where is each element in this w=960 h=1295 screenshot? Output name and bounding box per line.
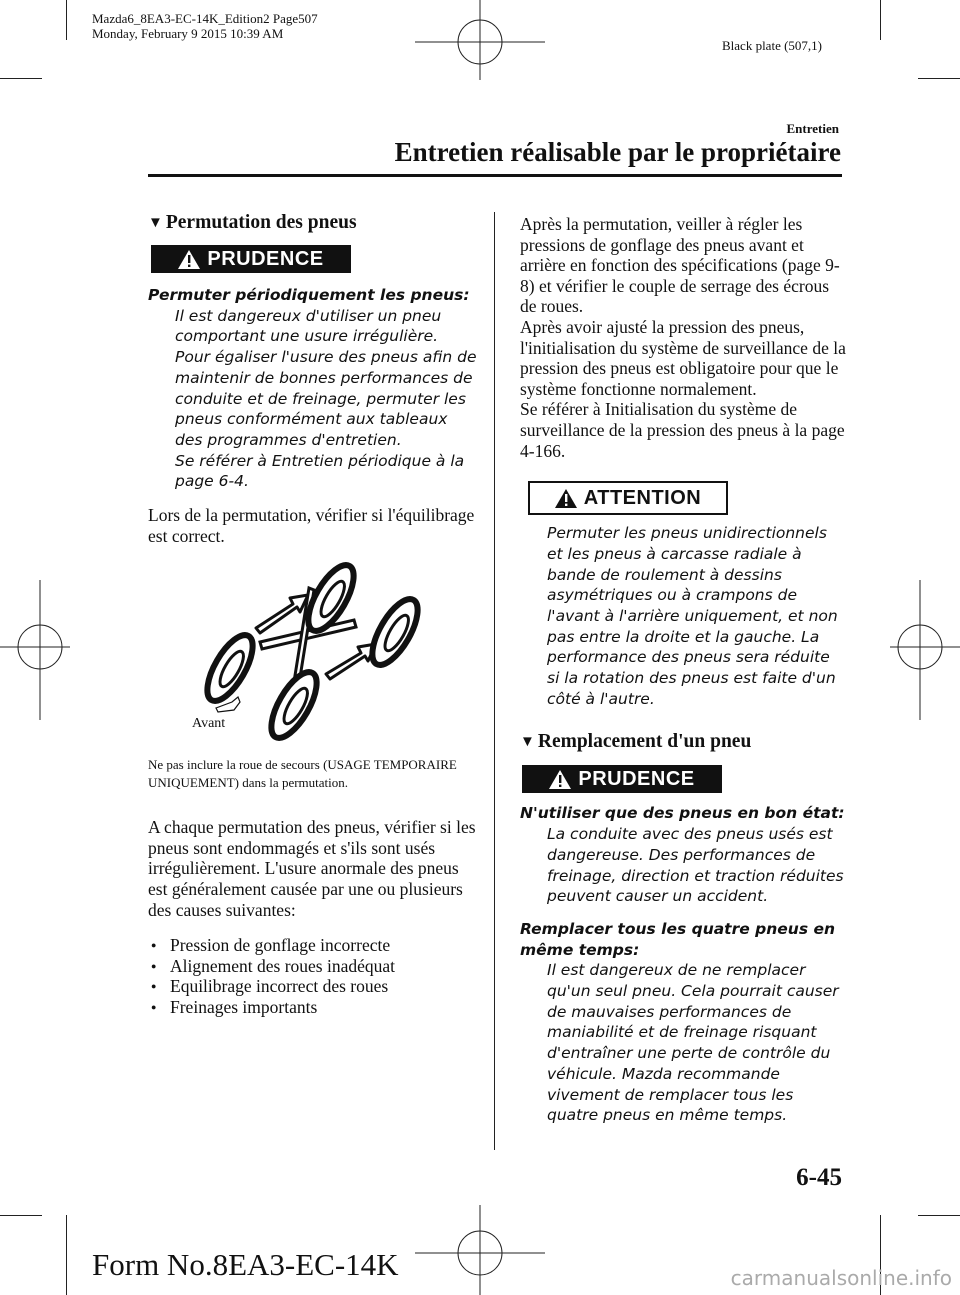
warning-icon bbox=[549, 770, 571, 789]
form-number: Form No.8EA3-EC-14K bbox=[92, 1247, 399, 1282]
figure-caption: Ne pas inclure la roue de secours (USAGE TEMPORAIRE UNIQUEMENT) dans la permutation. bbox=[148, 757, 457, 791]
body-paragraph: Après avoir ajusté la pression des pneus, l'initialisation du système de surveillance de la pression des pneus est obligatoire pour que le système fonctionne normalement. bbox=[520, 316, 846, 399]
print-meta-line2: Monday, February 9 2015 10:39 AM bbox=[92, 26, 284, 41]
list-item: ● Pression de gonflage incorrecte bbox=[148, 935, 478, 956]
crop-mark bbox=[0, 1215, 42, 1216]
registration-mark-right-icon bbox=[890, 580, 960, 720]
triangle-down-icon: ▼ bbox=[148, 215, 163, 231]
crop-mark bbox=[880, 0, 881, 40]
registration-mark-bottom-icon bbox=[415, 1205, 545, 1295]
caution-text: Il est dangereux d'utiliser un pneu comportant une usure irrégulière. Pour égaliser l'usure des pneus afin de maintenir de bonnes performances de conduite et de freinage, permuter les pneus conformément aux tableaux des programmes d'entretien. bbox=[175, 306, 477, 449]
warning-icon bbox=[555, 489, 577, 508]
list-item: ● Equilibrage incorrect des roues bbox=[148, 976, 478, 997]
warning-icon bbox=[178, 250, 200, 269]
front-label: Avant bbox=[192, 716, 226, 732]
crop-mark bbox=[918, 1215, 960, 1216]
prudence-label: PRUDENCE bbox=[578, 767, 695, 790]
prudence-badge bbox=[151, 245, 351, 273]
body-paragraph: Lors de la permutation, vérifier si l'équilibrage est correct. bbox=[148, 505, 475, 546]
caution-text: Il est dangereux de ne remplacer qu'un seul pneu. Cela pourrait causer de mauvaises performances de maniabilité et de freinage risquant d'entraîner une perte de contrôle du véhicule. Mazda recommande vivement de remplacer tous les quatre pneus en même temps. bbox=[547, 961, 839, 1125]
watermark: carmanualsonline.info bbox=[730, 1266, 952, 1290]
caution-ref: Se référer à Entretien périodique à la page 6-4. bbox=[175, 451, 465, 491]
list-item: ● Alignement des roues inadéquat bbox=[148, 956, 478, 977]
caution-text: La conduite avec des pneus usés est dangereuse. Des performances de freinage, direction et traction réduites peuvent causer un accident. bbox=[547, 825, 844, 906]
body-paragraph: Après la permutation, veiller à régler les pressions de gonflage des pneus avant et arrière en fonction des spécifications (page 9-8) et vérifier le couple de serrage des écrous de roues. bbox=[520, 214, 840, 317]
crop-mark bbox=[918, 78, 960, 79]
registration-mark-top-icon bbox=[415, 0, 545, 80]
header-rule bbox=[148, 174, 842, 177]
body-paragraph: Se référer à Initialisation du système de surveillance de la pression des pneus à la page 4-166. bbox=[520, 399, 845, 461]
crop-mark bbox=[66, 0, 67, 40]
list-item: ● Freinages importants bbox=[148, 997, 478, 1018]
attention-text: Permuter les pneus unidirectionnels et les pneus à carcasse radiale à bande de roulement à dessins asymétriques ou à crampons de l'avant à l'arrière uniquement, et non pas entre la droite et la gauche. La performance des pneus sera réduite si la rotation des pneus est faite d'un côté à l'autre. bbox=[547, 524, 838, 708]
chapter-label: Entretien bbox=[786, 121, 839, 136]
caution-block bbox=[520, 803, 846, 907]
tire-rotation-figure bbox=[148, 550, 478, 748]
column-divider bbox=[494, 212, 495, 1150]
caution-lead: Permuter périodiquement les pneus: bbox=[148, 286, 470, 304]
prudence-label: PRUDENCE bbox=[207, 247, 324, 270]
causes-list bbox=[148, 935, 478, 1017]
page-number: 6-45 bbox=[796, 1164, 842, 1191]
section-heading: ▼ Remplacement d'un pneu bbox=[520, 731, 752, 753]
body-paragraph: A chaque permutation des pneus, vérifier si les pneus sont endommagés et s'ils sont usés irrégulièrement. L'usure anormale des pneus est généralement causée par une ou plusieurs des causes suivantes: bbox=[148, 817, 476, 920]
crop-mark bbox=[66, 1215, 67, 1295]
attention-badge bbox=[528, 481, 728, 515]
caution-lead: Remplacer tous les quatre pneus en même temps: bbox=[520, 919, 835, 959]
print-meta-line1: Mazda6_8EA3-EC-14K_Edition2 Page507 bbox=[92, 11, 318, 26]
section-heading: ▼ Permutation des pneus bbox=[148, 212, 357, 233]
attention-label: ATTENTION bbox=[583, 486, 702, 509]
triangle-down-icon: ▼ bbox=[520, 734, 535, 751]
caution-block bbox=[148, 285, 478, 492]
caution-block bbox=[520, 919, 846, 1126]
caution-lead: N'utiliser que des pneus en bon état: bbox=[520, 804, 845, 823]
page-title: Entretien réalisable par le propriétaire bbox=[394, 137, 841, 167]
prudence-badge bbox=[522, 765, 722, 793]
crop-mark bbox=[0, 78, 42, 79]
black-plate-label: Black plate (507,1) bbox=[722, 38, 822, 53]
registration-mark-left-icon bbox=[0, 580, 70, 720]
